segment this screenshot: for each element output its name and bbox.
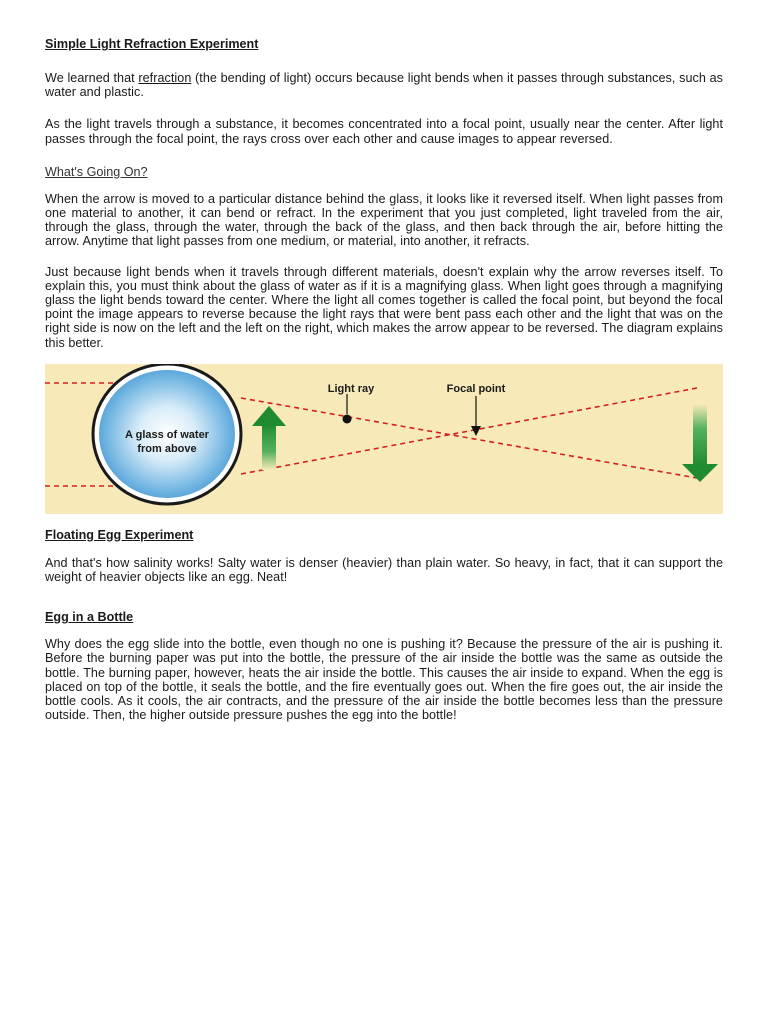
paragraph-magnifying-glass: Just because light bends when it travels through different materials, doesn't explain why the arrow reverses itself. To explain this, you must think about the glass of water as if it is a magnifying glass. When light goes through a magnifying glass the light bends toward the center. Where the light all comes together is called the focal point, but beyond the focal point the image appears to reverse because the light rays that were bent pass each other and the light that was on the right side is now on the left and the left on the right, which makes the arrow appear to be reversed. The diagram explains this better. bbox=[45, 264, 723, 350]
text-span: We learned that bbox=[45, 71, 139, 85]
section-title-egg-in-bottle: Egg in a Bottle bbox=[45, 610, 134, 625]
light-ray-label: Light ray bbox=[327, 382, 375, 395]
section-title-refraction: Simple Light Refraction Experiment bbox=[45, 37, 259, 51]
paragraph-arrow-explanation: When the arrow is moved to a particular distance behind the glass, it looks like it reversed itself. When light passes from one material to another, it can bend or refract. In the experiment that you just completed, light traveled from the air, through the glass, through the water, through the back of the glass, and then back through the air, before hitting the arrow. Anytime that light passes from one medium, or material, into another, it refracts. bbox=[45, 191, 723, 249]
focal-point-label: Focal point bbox=[446, 382, 506, 395]
section-title-floating-egg: Floating Egg Experiment bbox=[45, 527, 194, 542]
light-ray-dot bbox=[343, 414, 352, 423]
glass-label-line2: from above bbox=[137, 442, 197, 455]
image-arrow-down bbox=[682, 404, 718, 482]
refraction-link[interactable]: refraction bbox=[138, 71, 192, 85]
document-page bbox=[45, 36, 723, 722]
refracted-ray-top bbox=[241, 398, 697, 478]
subheading-whats-going-on: What's Going On? bbox=[45, 164, 148, 179]
text-span: (the bending of light) occurs because light bends when it passes through substances, such as water and plastic. bbox=[45, 71, 723, 100]
refracted-ray-bottom bbox=[241, 388, 697, 474]
paragraph-air-pressure: Why does the egg slide into the bottle, even though no one is pushing it? Because the pressure of the air is pushing it. Before the burning paper was put into the bottle, the pressure of the air inside the bottle was the same as outside the bottle. The burning paper, however, heats the air inside the bottle. This causes the air inside to expand. When the egg is placed on top of the bottle, it seals the bottle, and the fire eventually goes out. When the fire goes out, the air inside the bottle cools. As it cools, the air contracts, and the pressure of the air inside the bottle becomes less than the pressure outside. Then, the higher outside pressure pushes the egg into the bottle! bbox=[45, 637, 723, 723]
paragraph-focal-point: As the light travels through a substance, it becomes concentrated into a focal point, usually near the center. After light passes through the focal point, the rays cross over each other and cause images to appear reversed. bbox=[45, 117, 723, 146]
glass-label-line1: A glass of water bbox=[125, 428, 209, 441]
paragraph-refraction-intro bbox=[45, 71, 723, 99]
paragraph-salinity: And that's how salinity works! Salty water is denser (heavier) than plain water. So heavy, in fact, that it can support the weight of heavier objects like an egg. Neat! bbox=[45, 555, 723, 585]
refraction-diagram bbox=[45, 364, 723, 514]
refraction-diagram-svg bbox=[45, 364, 723, 514]
object-arrow-up bbox=[252, 406, 286, 470]
